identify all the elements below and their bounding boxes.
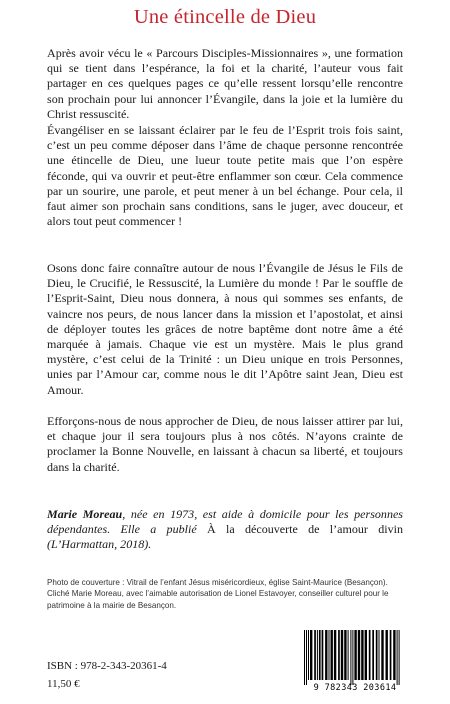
barcode-bar — [352, 630, 353, 685]
barcode-bar — [354, 630, 356, 680]
paragraph-evangelize: Évangéliser en se laissant éclairer par le feu de l’Esprit trois fois saint, c’est un peu comme déposer dans l’âme de chaque personne rencontrée une étincelle de Dieu, une lueur toute petite mais que l’on espère féconde, qui va ouvrir et peut-être enflammer son cœur. Cela commence par un sourire, une parole, et peut mener à un bel échange. Pour cela, il faut aimer son prochain sans conditions, sans le juger, avec douceur, et alors tout peut commencer ! — [47, 123, 403, 229]
barcode-digits: 9 782343 203614 — [313, 683, 397, 693]
barcode-bar — [397, 630, 398, 685]
barcode-bar — [341, 630, 343, 680]
barcode-bar — [329, 630, 330, 680]
barcode-bar — [338, 630, 340, 680]
barcode-bars — [300, 630, 410, 685]
book-title: Une étincelle de Dieu — [133, 6, 317, 28]
price: 11,50 € — [47, 678, 80, 690]
isbn: ISBN : 978-2-343-20361-4 — [47, 660, 167, 672]
cover-photo-credits: Photo de couverture : Vitrail de l’enfant Jésus miséricordieux, église Saint-Maurice (Besançon). Cliché Marie Moreau, avec l’aimable autorisation de Lionel Estavoyer, conseiller culturel pour le patrimoine à la mairie de Besançon. — [47, 578, 389, 610]
barcode-bar — [348, 630, 349, 680]
barcode-bar — [361, 630, 363, 680]
barcode-bar — [386, 630, 388, 680]
author-bio — [47, 507, 403, 553]
barcode-bar — [308, 630, 309, 680]
barcode-bar — [314, 630, 316, 680]
barcode — [300, 630, 410, 698]
author-publisher: (L’Harmattan, 2018). — [47, 537, 152, 552]
paragraph-intro: Après avoir vécu le « Parcours Disciples-Missionnaires », une formation qui se tient dans l’espérance, la foi et la charité, l’auteur vous fait partager en ces quelques pages ce qu’elle ressent lorsqu’elle rencontre son prochain pour lui annoncer l’Évangile, dans la joie et la lumière du Christ ressuscité. — [47, 46, 403, 121]
author-book-title: À la découverte de l’amour divin — [196, 522, 403, 537]
barcode-bar — [379, 630, 380, 680]
barcode-bar — [310, 630, 312, 680]
barcode-bar — [306, 630, 307, 685]
barcode-bar — [304, 630, 305, 685]
barcode-bar — [365, 630, 367, 680]
barcode-bar — [358, 630, 360, 680]
barcode-bar — [376, 630, 378, 680]
barcode-bar — [393, 630, 395, 680]
barcode-bar — [325, 630, 327, 680]
barcode-bar — [334, 630, 336, 680]
paragraph-closing: Efforçons-nous de nous approcher de Dieu, de nous laisser attirer par lui, et chaque jour il sera toujours plus à nos côtés. N’ayons crainte de proclamer la Bonne Nouvelle, en laissant à chacun sa liberté, et toujours dans la charité. — [47, 414, 403, 474]
paragraph-mystery: Osons donc faire connaître autour de nous l’Évangile de Jésus le Fils de Dieu, le Crucifié, le Ressuscité, la Lumière du monde ! Par le souffle de l’Esprit-Saint, Dieu nous donnera, à nous qui sommes ses enfants, de vaincre nos peurs, de nous lancer dans la mission et l’apostolat, et ainsi de déployer toutes les grâces de notre baptême dont notre âme a été marquée à jamais. Chaque vie est un mystère. Mais le plus grand mystère, c’est celui de la Trinité : un Dieu unique en trois Personnes, unies par l’Amour car, comme nous le dit l’Apôtre saint Jean, Dieu est Amour. — [47, 261, 403, 397]
barcode-bar — [317, 630, 318, 680]
author-name: Marie Moreau — [47, 507, 123, 521]
barcode-bar — [331, 630, 333, 680]
barcode-bar — [344, 630, 346, 680]
author-bio-text: , née en 1973, est aide à domicile pour les personnes dépendantes. Elle a publié — [47, 507, 404, 537]
barcode-bar — [350, 630, 351, 685]
barcode-bar — [399, 630, 400, 685]
barcode-bar — [322, 630, 324, 680]
barcode-bar — [319, 630, 321, 680]
barcode-bar — [369, 630, 371, 680]
barcode-bar — [372, 630, 374, 680]
barcode-bar — [381, 630, 383, 680]
barcode-bar — [390, 630, 392, 680]
